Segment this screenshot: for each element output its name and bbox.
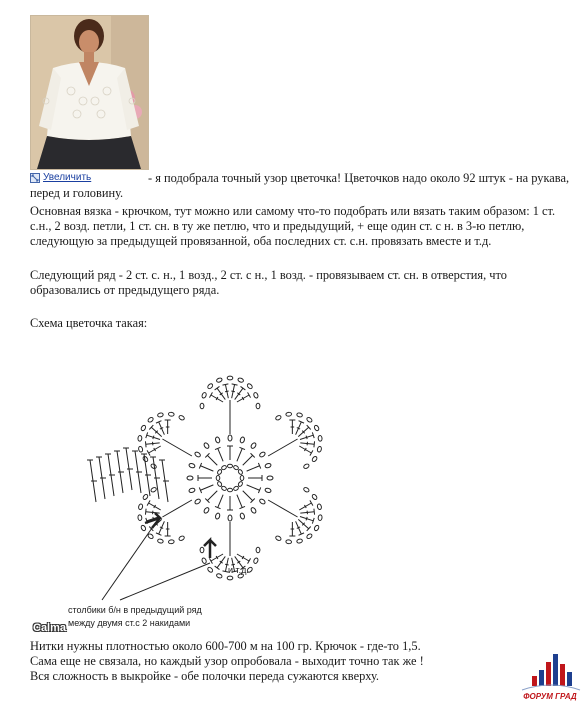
yarn-info-paragraph [30, 639, 578, 685]
zoom-link-label: Увеличить [43, 172, 92, 183]
intro-paragraph: - я подобрала точный узор цветочка! Цветочков надо около 92 штук - на рукава, перед и головину. [30, 171, 570, 201]
scheme-heading: Схема цветочка такая: [30, 316, 148, 330]
next-row-paragraph: Следующий ряд - 2 ст. с. н., 1 возд., 2 ст. с н., 1 возд. - провязываем ст. сн. в отверстия, что образовались от предыдущего ряда. [30, 268, 507, 298]
forum-grad-logo-text: ФОРУМ ГРАД [523, 692, 577, 701]
main-stitch-paragraph: Основная вязка - крючком, тут можно или самому что-то подобрать или вязать таким образом: 1 ст. с.н., 2 возд. петли, 1 ст. сн. в ту же петлю, что и предыдущий, + еще один ст. с н. в 3-ю петлю, следующую за предыдущей провязанной, оба последних ст. с.н. провязать вместе и т.д. [30, 204, 556, 249]
diagram-label-sc-line1: столбики б/н в предыдущий ряд [68, 605, 202, 615]
diagram-label-etc: и т.д. [228, 565, 249, 575]
model-photo[interactable] [30, 15, 149, 170]
model-photo-image [31, 16, 148, 169]
crochet-flower-diagram [60, 368, 360, 638]
yarn-info-line3: Вся сложность в выкройке - обе полочки переда сужаются кверху. [30, 669, 380, 684]
yarn-info-line2: Сама еще не связала, но каждый узор опробовала - выходит точно так же ! [30, 654, 424, 669]
diagram-label-sc-line2: между двумя ст.с 2 накидами [68, 618, 191, 628]
calma-watermark: Calma [33, 622, 67, 634]
yarn-info-line1: Нитки нужны плотностью около 600-700 м на 100 гр. Крючок - где-то 1,5. [30, 639, 421, 653]
